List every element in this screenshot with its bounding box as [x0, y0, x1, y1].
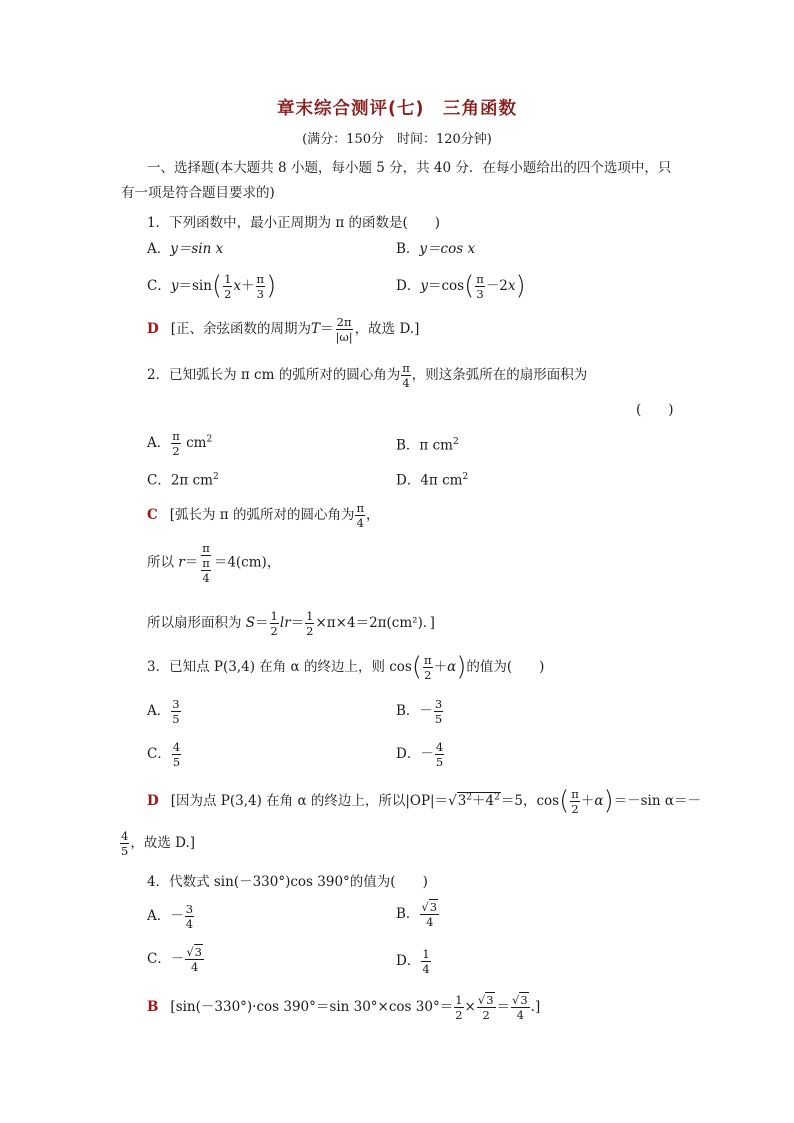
q2-option-c: C．2π $cm^2$ — [147, 472, 219, 489]
q3-option-b: B．－ $\frac{3}{5}$ — [396, 697, 443, 727]
q1-explanation: D [正、余弦函数的周期为T＝ $\frac{2\pi}{|\omega|}$ ，故选 D.] — [147, 315, 420, 345]
q3-answer: D — [147, 793, 159, 810]
q4-option-b: B． $\frac{√3}{4}$ — [396, 900, 438, 930]
q2-answer-paren: ( ) — [636, 402, 674, 418]
q2-stem: 2．已知弧长为 π cm 的弧所对的圆心角为 $\frac{\pi}{4}$ ，则这条弧所在的扇形面积为 — [147, 361, 588, 391]
q2-option-b: B．π $cm^2$ — [396, 437, 459, 454]
section-heading-line2: 有一项是符合题目要求的) — [121, 185, 275, 201]
q3-stem: 3．已知点 P(3,4) 在角 α 的终边上，则 cos( $\frac{\pi}{2}$ ＋α)的值为( ) — [147, 652, 545, 683]
q2-explanation-line1: C [弧长为 π 的弧所对的圆心角为 $\frac{\pi}{4}$ ， — [147, 501, 380, 531]
page-title: 章末综合测评(七) 三角函数 — [277, 99, 517, 119]
q4-explanation: B [sin(－330°)·cos 390°＝sin 30°×cos 30°＝ $\frac{1}{2}$ × $\frac{√3}{2}$ ＝ $\frac{√3}{4}$ .] — [147, 993, 541, 1023]
q3-explanation-line1: D [因为点 P(3,4) 在角 α 的终边上，所以$|OP|=√3^2+4^2=5$，cos( $\frac{\pi}{2}$ ＋α)＝－sin α＝－ — [147, 786, 701, 817]
q1-answer: D — [147, 321, 159, 338]
q4-stem: 4．代数式 sin(－330°)cos 390°的值为( ) — [147, 874, 428, 890]
q1-option-d: D．y＝cos( $\frac{\pi}{3}$ －2x) — [396, 271, 526, 302]
q4-answer: B — [147, 999, 159, 1016]
q3-option-a: A． $\frac{3}{5}$ — [147, 697, 180, 727]
q3-option-d: D．－ $\frac{4}{5}$ — [396, 740, 444, 770]
q2-explanation-line2: 所以 r＝ $\frac{\pi}{\frac{\pi}{4}}$ ＝4(cm)， — [147, 541, 281, 586]
q1-option-b: B．y＝cos x — [396, 241, 476, 257]
q2-option-d: D．4π $cm^2$ — [396, 472, 469, 489]
q4-option-c: C．－ $\frac{√3}{4}$ — [147, 945, 202, 975]
q3-option-c: C． $\frac{4}{5}$ — [147, 740, 181, 770]
q3-explanation-line2: $\frac{4}{5}$ ，故选 D.] — [121, 829, 196, 859]
q4-option-a: A．－ $\frac{3}{4}$ — [147, 902, 194, 932]
q1-stem: 1．下列函数中，最小正周期为 π 的函数是( ) — [147, 215, 441, 231]
q4-option-d: D． $\frac{1}{4}$ — [396, 947, 430, 977]
section-heading-line1: 一、选择题(本大题共 8 小题，每小题 5 分，共 40 分．在每小题给出的四个选项中，只 — [147, 160, 672, 176]
q2-explanation-line3: 所以扇形面积为 S＝ $\frac{1}{2}$ lr＝ $\frac{1}{2}$ ×π×4＝2π(cm²)．] — [147, 609, 435, 639]
q2-answer: C — [147, 507, 158, 524]
q1-option-a: A．y＝sin x — [147, 241, 224, 257]
page-subtitle: (满分：150分 时间：120分钟) — [302, 132, 492, 147]
q2-option-a: A． $\frac{\pi}{2}$ $cm^2$ — [147, 429, 213, 459]
q1-option-c: C．y＝sin( $\frac{1}{2}$ x＋ $\frac{\pi}{3}$ ) — [147, 271, 277, 302]
